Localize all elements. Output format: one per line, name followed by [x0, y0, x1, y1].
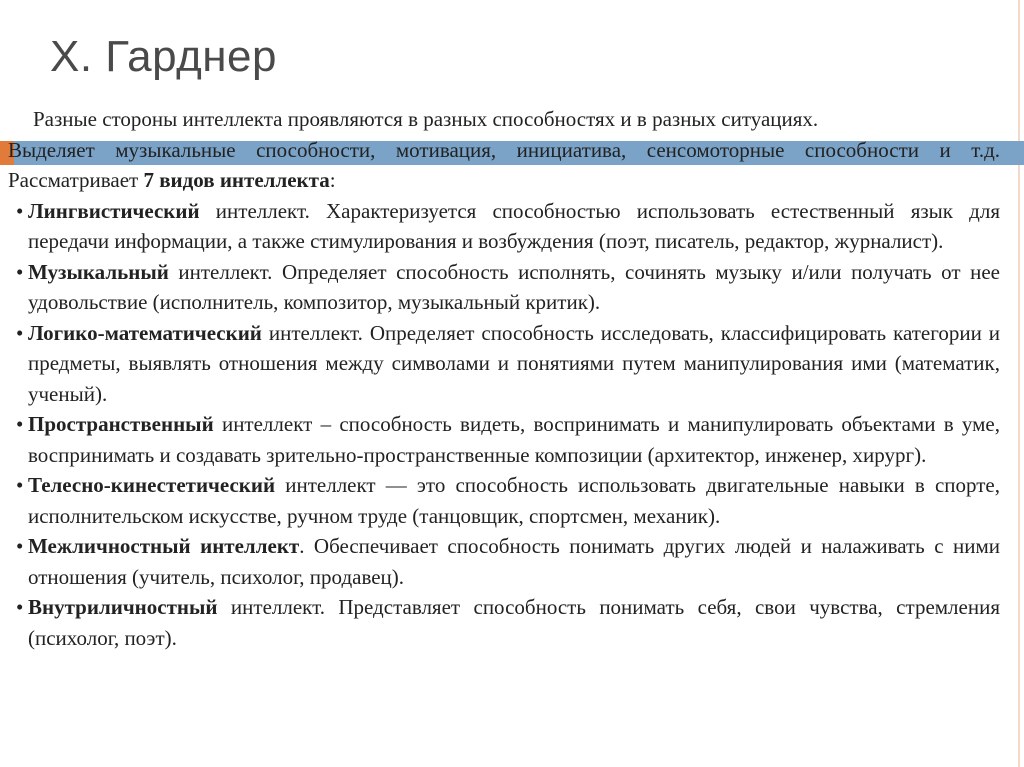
list-item: [8, 196, 1000, 257]
bullet-icon: •: [16, 412, 24, 436]
right-edge-line: [1018, 0, 1020, 767]
bullet-icon: •: [16, 534, 24, 558]
bullet-icon: •: [16, 595, 24, 619]
intro-text: Выделяет музыкальные способности, мотивация, инициатива, сенсомоторные способности и т.д. Рассматривает: [8, 137, 1000, 192]
bullet-icon: •: [16, 473, 24, 497]
list-item: [8, 470, 1000, 531]
item-term: Телесно-кинестетический: [28, 473, 276, 497]
item-term: Музыкальный: [28, 259, 169, 284]
list-item: [8, 318, 1000, 410]
item-text: интеллект. Определяет способность исследовать, классифицировать категории и предметы, выявлять отношения между символами и понятиями путем манипулирования ими (математик, ученый).: [28, 320, 1000, 406]
item-text: интеллект. Характеризуется способностью использовать естественный язык для передачи информации, а также стимулирования и возбуждения (поэт, писатель, редактор, журналист).: [28, 198, 1000, 253]
item-text: интеллект. Определяет способность исполнять, сочинять музыку и/или получать от нее удовольствие (исполнитель, композитор, музыкальный критик).: [28, 259, 1000, 314]
item-text: интеллект. Представляет способность понимать себя, свои чувства, стремления (психолог, поэт).: [28, 595, 1000, 650]
bullet-icon: •: [16, 320, 24, 345]
item-text: интеллект — это способность использовать двигательные навыки в спорте, исполнительском искусстве, ручном труде (танцовщик, спортсмен, механик).: [28, 473, 1000, 528]
item-term: Логико-математический: [28, 320, 262, 345]
item-term: Пространственный: [28, 412, 214, 436]
list-item: [8, 531, 1000, 592]
item-text: . Обеспечивает способность понимать других людей и налаживать с ними отношения (учитель, психолог, продавец).: [28, 534, 1000, 589]
slide-title: Х. Гарднер: [50, 32, 277, 81]
item-term: Внутриличностный: [28, 595, 218, 619]
list-item: [8, 257, 1000, 318]
intro-paragraph: [8, 135, 1000, 196]
bullet-icon: •: [16, 198, 24, 223]
list-item: [8, 409, 1000, 470]
slide-body: [8, 104, 1000, 653]
item-term: Межличностный интеллект: [28, 534, 300, 558]
item-text: интеллект – способность видеть, воспринимать и манипулировать объектами в уме, воспринимать и создавать зрительно-пространственные композиции (архитектор, инженер, хирург).: [28, 412, 1000, 467]
bullet-icon: •: [16, 259, 24, 284]
intro-bold: 7 видов интеллекта: [143, 168, 330, 192]
list-item: [8, 592, 1000, 653]
intro-line: Разные стороны интеллекта проявляются в разных способностях и в разных ситуациях.: [33, 107, 819, 131]
item-term: Лингвистический: [28, 198, 200, 223]
intro-end: :: [329, 168, 336, 192]
